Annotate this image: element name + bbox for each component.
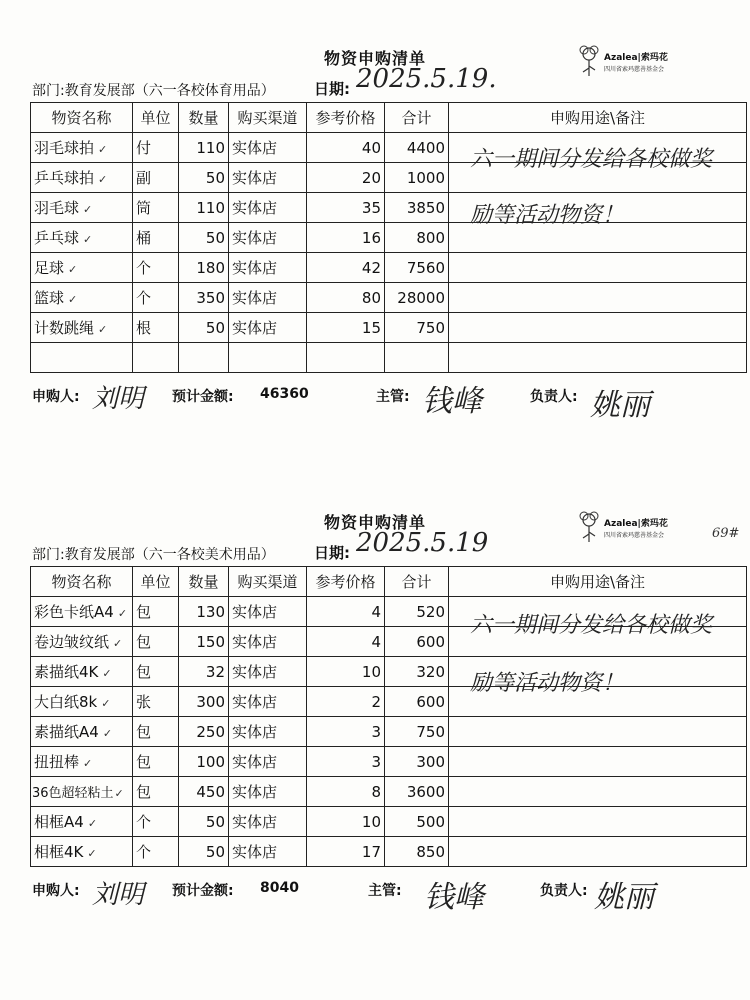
item-total: 750 <box>385 313 449 343</box>
item-price: 15 <box>307 313 385 343</box>
header-quantity: 数量 <box>179 103 229 133</box>
item-price: 3 <box>307 717 385 747</box>
checkmark-icon: ✓ <box>83 203 93 216</box>
checkmark-icon: ✓ <box>87 847 97 860</box>
header-total: 合计 <box>385 567 449 597</box>
date-label: 日期: <box>314 544 350 562</box>
item-qty <box>179 343 229 373</box>
item-unit: 根 <box>133 313 179 343</box>
item-total: 750 <box>385 717 449 747</box>
item-qty: 110 <box>179 193 229 223</box>
estimate-value: 8040 <box>260 880 299 896</box>
checkmark-icon: ✓ <box>102 667 112 680</box>
item-qty: 250 <box>179 717 229 747</box>
item-qty: 150 <box>179 627 229 657</box>
corner-mark: 69# <box>712 526 740 541</box>
logo-org: 四川省索玛慈善基金会 <box>604 66 665 73</box>
item-name: 素描纸A4 ✓ <box>31 717 133 747</box>
item-unit: 包 <box>133 597 179 627</box>
item-qty: 50 <box>179 163 229 193</box>
item-total: 500 <box>385 807 449 837</box>
table-header-row <box>31 567 747 597</box>
item-qty: 110 <box>179 133 229 163</box>
item-price: 3 <box>307 747 385 777</box>
item-qty: 50 <box>179 837 229 867</box>
item-qty: 50 <box>179 313 229 343</box>
item-channel: 实体店 <box>229 627 307 657</box>
item-qty: 450 <box>179 777 229 807</box>
item-unit: 包 <box>133 657 179 687</box>
header-channel: 购买渠道 <box>229 103 307 133</box>
item-name: 羽毛球拍 ✓ <box>31 133 133 163</box>
item-channel: 实体店 <box>229 313 307 343</box>
item-total: 300 <box>385 747 449 777</box>
item-price: 17 <box>307 837 385 867</box>
item-price: 80 <box>307 283 385 313</box>
item-total: 7560 <box>385 253 449 283</box>
item-qty: 300 <box>179 687 229 717</box>
checkmark-icon: ✓ <box>87 817 98 830</box>
item-unit: 个 <box>133 283 179 313</box>
item-price: 20 <box>307 163 385 193</box>
purpose-note-line1: 六一期间分发给各校做奖 <box>470 147 713 172</box>
item-name: 36色超轻粘土✓ <box>31 777 133 807</box>
item-total: 850 <box>385 837 449 867</box>
item-name: 乒乓球拍 ✓ <box>31 163 133 193</box>
logo-brand: Azalea|索玛花 <box>604 519 668 529</box>
checkmark-icon: ✓ <box>98 143 108 156</box>
form-title: 物资申购清单 <box>323 513 426 532</box>
item-unit: 包 <box>133 747 179 777</box>
item-name: 计数跳绳 ✓ <box>31 313 133 343</box>
azalea-flower-icon <box>576 42 602 82</box>
item-unit: 包 <box>133 717 179 747</box>
item-channel: 实体店 <box>229 133 307 163</box>
item-channel: 实体店 <box>229 253 307 283</box>
responsible-signature: 姚丽 <box>594 880 654 915</box>
item-qty: 50 <box>179 223 229 253</box>
item-name: 足球 ✓ <box>31 253 133 283</box>
item-name: 素描纸4K ✓ <box>31 657 133 687</box>
item-channel: 实体店 <box>229 777 307 807</box>
applicant-signature: 刘明 <box>92 880 145 910</box>
header-price: 参考价格 <box>307 567 385 597</box>
item-price: 4 <box>307 627 385 657</box>
header-purpose: 申购用途\备注 <box>449 103 747 133</box>
item-price: 10 <box>307 807 385 837</box>
item-name: 大白纸8k ✓ <box>31 687 133 717</box>
item-unit: 付 <box>133 133 179 163</box>
item-channel: 实体店 <box>229 687 307 717</box>
checkmark-icon: ✓ <box>114 787 124 800</box>
item-unit: 个 <box>133 837 179 867</box>
item-channel: 实体店 <box>229 163 307 193</box>
header-item-name: 物资名称 <box>31 567 133 597</box>
department: 部门:教育发展部（六一各校体育用品） <box>32 83 275 99</box>
date-value: 2025.5.19. <box>356 64 497 94</box>
item-channel: 实体店 <box>229 223 307 253</box>
purpose-note-line2: 励等活动物资！ <box>470 671 625 696</box>
header-price: 参考价格 <box>307 103 385 133</box>
item-channel: 实体店 <box>229 193 307 223</box>
date-value: 2025.5.19 <box>356 528 489 558</box>
applicant-label: 申购人: <box>32 389 80 405</box>
logo-brand: Azalea|索玛花 <box>604 53 668 63</box>
department: 部门:教育发展部（六一各校美术用品） <box>32 547 275 563</box>
item-unit: 桶 <box>133 223 179 253</box>
header-unit: 单位 <box>133 567 179 597</box>
estimate-label: 预计金额: <box>172 389 234 405</box>
item-price: 42 <box>307 253 385 283</box>
item-qty: 350 <box>179 283 229 313</box>
item-total <box>385 343 449 373</box>
header-channel: 购买渠道 <box>229 567 307 597</box>
item-name: 彩色卡纸A4 ✓ <box>31 597 133 627</box>
checkmark-icon: ✓ <box>113 637 123 650</box>
item-unit: 包 <box>133 777 179 807</box>
item-channel: 实体店 <box>229 657 307 687</box>
checkmark-icon: ✓ <box>101 697 111 710</box>
item-qty: 180 <box>179 253 229 283</box>
item-total: 3850 <box>385 193 449 223</box>
item-total: 1000 <box>385 163 449 193</box>
item-unit: 个 <box>133 253 179 283</box>
item-total: 4400 <box>385 133 449 163</box>
header-purpose: 申购用途\备注 <box>449 567 747 597</box>
header-item-name: 物资名称 <box>31 103 133 133</box>
item-name: 卷边皱纹纸 ✓ <box>31 627 133 657</box>
item-name <box>31 343 133 373</box>
item-channel: 实体店 <box>229 837 307 867</box>
item-name: 乒乓球 ✓ <box>31 223 133 253</box>
item-qty: 32 <box>179 657 229 687</box>
header-unit: 单位 <box>133 103 179 133</box>
item-total: 28000 <box>385 283 449 313</box>
logo-org: 四川省索玛慈善基金会 <box>604 532 665 539</box>
purpose-note-line1: 六一期间分发给各校做奖 <box>470 613 713 638</box>
item-price: 35 <box>307 193 385 223</box>
foundation-logo <box>576 508 676 552</box>
item-name: 篮球 ✓ <box>31 283 133 313</box>
supervisor-label: 主管: <box>376 389 410 405</box>
item-price: 16 <box>307 223 385 253</box>
item-price: 4 <box>307 597 385 627</box>
item-price: 10 <box>307 657 385 687</box>
date-label: 日期: <box>314 80 350 98</box>
item-unit: 个 <box>133 807 179 837</box>
estimate-value: 46360 <box>260 386 309 402</box>
checkmark-icon: ✓ <box>68 293 78 306</box>
item-channel: 实体店 <box>229 747 307 777</box>
item-total: 520 <box>385 597 449 627</box>
item-total: 320 <box>385 657 449 687</box>
item-price: 2 <box>307 687 385 717</box>
item-price <box>307 343 385 373</box>
item-total: 800 <box>385 223 449 253</box>
responsible-label: 负责人: <box>530 389 578 405</box>
item-name: 相框4K ✓ <box>31 837 133 867</box>
item-channel <box>229 343 307 373</box>
item-qty: 100 <box>179 747 229 777</box>
responsible-label: 负责人: <box>540 883 588 899</box>
item-name: 扭扭棒 ✓ <box>31 747 133 777</box>
item-unit: 张 <box>133 687 179 717</box>
form-title: 物资申购清单 <box>323 49 426 68</box>
item-price: 8 <box>307 777 385 807</box>
item-channel: 实体店 <box>229 597 307 627</box>
item-price: 40 <box>307 133 385 163</box>
checkmark-icon: ✓ <box>68 263 78 276</box>
checkmark-icon: ✓ <box>102 727 113 740</box>
item-unit: 副 <box>133 163 179 193</box>
checkmark-icon: ✓ <box>98 323 108 336</box>
foundation-logo <box>576 42 676 86</box>
item-name: 羽毛球 ✓ <box>31 193 133 223</box>
supervisor-signature: 钱峰 <box>422 384 482 419</box>
responsible-signature: 姚丽 <box>590 388 650 423</box>
item-channel: 实体店 <box>229 283 307 313</box>
applicant-signature: 刘明 <box>92 384 145 414</box>
checkmark-icon: ✓ <box>83 233 93 246</box>
supervisor-label: 主管: <box>368 883 402 899</box>
applicant-label: 申购人: <box>32 883 80 899</box>
header-quantity: 数量 <box>179 567 229 597</box>
header-total: 合计 <box>385 103 449 133</box>
item-name: 相框A4 ✓ <box>31 807 133 837</box>
checkmark-icon: ✓ <box>83 757 93 770</box>
checkmark-icon: ✓ <box>117 607 128 620</box>
supervisor-signature: 钱峰 <box>424 880 484 915</box>
item-unit: 筒 <box>133 193 179 223</box>
item-channel: 实体店 <box>229 717 307 747</box>
estimate-label: 预计金额: <box>172 883 234 899</box>
item-channel: 实体店 <box>229 807 307 837</box>
checkmark-icon: ✓ <box>98 173 108 186</box>
item-total: 600 <box>385 627 449 657</box>
item-qty: 50 <box>179 807 229 837</box>
azalea-flower-icon <box>576 508 602 548</box>
item-unit: 包 <box>133 627 179 657</box>
table-header-row <box>31 103 747 133</box>
item-unit <box>133 343 179 373</box>
item-qty: 130 <box>179 597 229 627</box>
item-total: 600 <box>385 687 449 717</box>
purpose-note-line2: 励等活动物资！ <box>470 203 625 228</box>
item-total: 3600 <box>385 777 449 807</box>
